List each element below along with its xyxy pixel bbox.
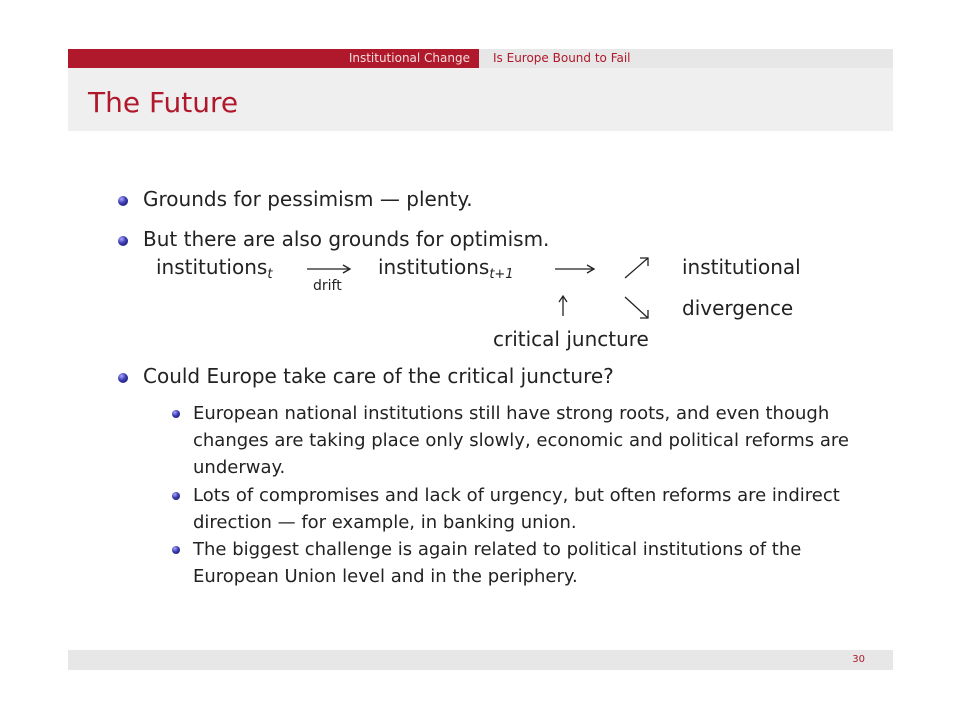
sub-bullet-1-line-1: European national institutions still have strong roots, and even though <box>193 403 830 424</box>
diagram-institutions-t <box>156 255 272 282</box>
subscript-t1: t+1 <box>489 267 514 282</box>
critical-juncture-label: critical juncture <box>493 327 649 351</box>
southeast-arrow-icon <box>622 294 652 322</box>
outcome-institutional: institutional <box>682 255 801 279</box>
outcome-divergence: divergence <box>682 296 794 320</box>
footer-bar <box>68 650 893 670</box>
up-arrow-icon <box>555 294 571 318</box>
bullet-text-1: Grounds for pessimism — plenty. <box>143 187 473 211</box>
sub-bullet-2-line-1: Lots of compromises and lack of urgency, but often reforms are indirect <box>193 485 840 506</box>
bullet-icon <box>118 196 128 206</box>
bullet-icon <box>118 236 128 246</box>
drift-label: drift <box>313 278 342 294</box>
bullet-icon <box>118 373 128 383</box>
frame-title: The Future <box>88 86 239 119</box>
sub-bullet-2-line-2: direction — for example, in banking union. <box>193 512 577 533</box>
sub-bullet-icon <box>172 546 180 554</box>
sub-bullet-icon <box>172 410 180 418</box>
sub-bullet-1-line-3: underway. <box>193 457 286 478</box>
right-arrow-icon <box>553 262 599 276</box>
page-number: 30 <box>852 654 865 665</box>
bullet-text-3: Could Europe take care of the critical juncture? <box>143 364 614 388</box>
subscript-t: t <box>267 267 273 282</box>
sub-bullet-1-line-2: changes are taking place only slowly, economic and political reforms are <box>193 430 849 451</box>
headline-subsection[interactable]: Is Europe Bound to Fail <box>479 49 893 68</box>
sub-bullet-icon <box>172 492 180 500</box>
bullet-text-2: But there are also grounds for optimism. <box>143 227 550 251</box>
drift-arrow-icon <box>305 262 355 276</box>
institutions-t1-label: institutions <box>378 255 490 279</box>
northeast-arrow-icon <box>622 255 652 281</box>
institutions-t-label: institutions <box>156 255 268 279</box>
frame-title-bar <box>68 68 893 131</box>
sub-bullet-3-line-2: European Union level and in the periphery. <box>193 566 578 587</box>
headline-section[interactable]: Institutional Change <box>68 49 479 68</box>
diagram-institutions-t1 <box>378 255 514 282</box>
sub-bullet-3-line-1: The biggest challenge is again related to political institutions of the <box>193 539 802 560</box>
headline-bar <box>68 49 893 68</box>
